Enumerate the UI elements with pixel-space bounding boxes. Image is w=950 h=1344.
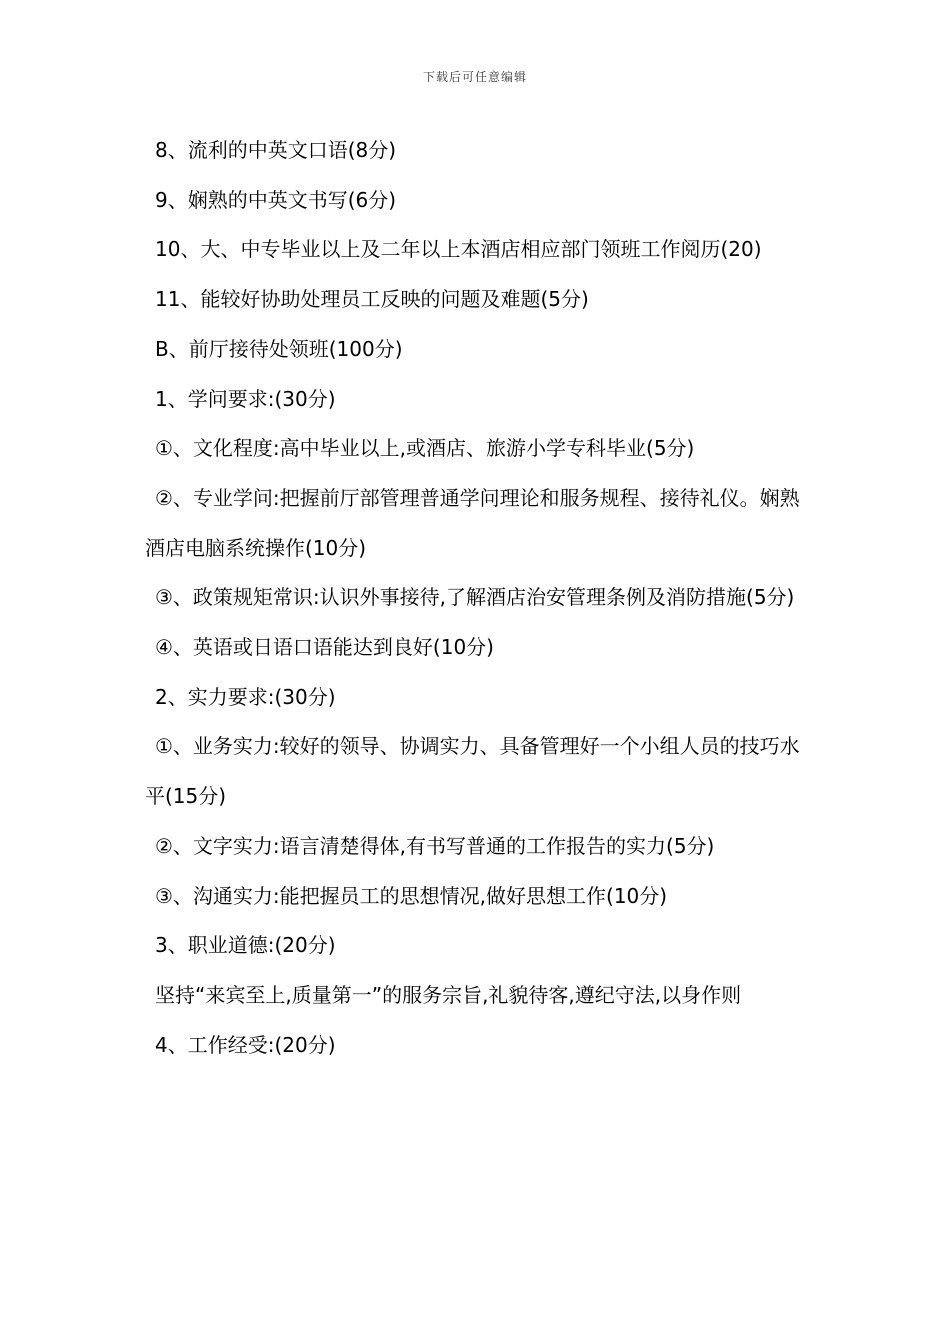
section-heading-front-desk: B、前厅接待处领班(100分) bbox=[155, 336, 403, 361]
paragraph-writing: 9、娴熟的中英文书写(6分) bbox=[155, 187, 397, 212]
paragraph-oral-english: 8、流利的中英文口语(8分) bbox=[155, 138, 397, 162]
heading-professional-ethics: 3、职业道德:(20分) bbox=[155, 933, 336, 958]
heading-work-experience: 4、工作经受:(20分) bbox=[155, 1032, 336, 1057]
paragraph-problem-handling: 11、能较好协助处理员工反映的问题及难题(5分) bbox=[155, 287, 589, 312]
paragraph-service-tenet: 坚持“来宾至上,质量第一”的服务宗旨,礼貌待客,遵纪守法,以身作则 bbox=[155, 982, 742, 1007]
item-business-ability: ①、业务实力:较好的领导、协调实力、具备管理好一个小组人员的技巧水平(15分) bbox=[145, 734, 800, 809]
item-policy-knowledge: ③、政策规矩常识:认识外事接待,了解酒店治安管理条例及消防措施(5分) bbox=[155, 585, 795, 610]
item-communication-ability: ③、沟通实力:能把握员工的思想情况,做好思想工作(10分) bbox=[155, 883, 668, 908]
document-body bbox=[145, 126, 807, 1070]
page-header-note: 下载后可任意编辑 bbox=[422, 70, 527, 84]
paragraph-education-experience: 10、大、中专毕业以上及二年以上本酒店相应部门领班工作阅历(20) bbox=[155, 237, 762, 262]
heading-ability-requirements: 2、实力要求:(30分) bbox=[155, 684, 336, 709]
item-language: ④、英语或日语口语能达到良好(10分) bbox=[155, 635, 494, 660]
item-writing-ability: ②、文字实力:语言清楚得体,有书写普通的工作报告的实力(5分) bbox=[155, 833, 715, 858]
item-professional-knowledge: ②、专业学问:把握前厅部管理普通学问理论和服务规程、接待礼仪。娴熟酒店电脑系统操作(10分) bbox=[145, 485, 800, 560]
heading-knowledge-requirements: 1、学问要求:(30分) bbox=[155, 386, 336, 411]
item-education-level: ①、文化程度:高中毕业以上,或酒店、旅游小学专科毕业(5分) bbox=[155, 436, 695, 461]
